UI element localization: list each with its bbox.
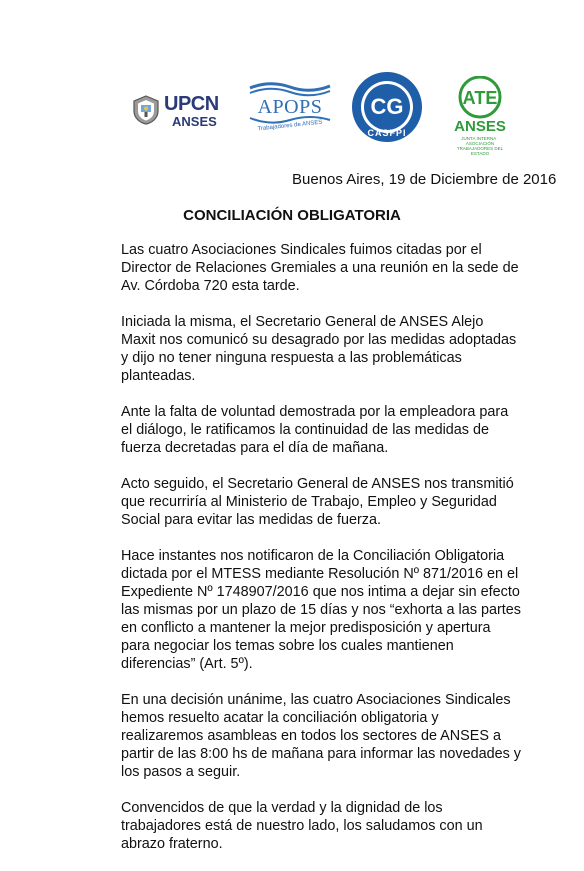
paragraph: Convencidos de que la verdad y la dignidad de los trabajadores está de nuestro lado, los saludamos con un abrazo fraterno. [121,800,483,852]
upcn-name: UPCN [164,93,219,115]
svg-text:ATE: ATE [462,88,498,108]
ate-tiny-text: JUNTA INTERNA · ASOCIACIÓN TRABAJADORES DEL ESTADO [456,136,504,156]
upcn-logo [132,93,227,129]
paragraph: Hace instantes nos notificaron de la Conciliación Obligatoria dictada por el MTESS mediante Resolución Nº 871/2016 en el Expediente Nº 1748907/2016 que nos intima a dejar sin efecto las mismas por un plazo de 15 días y nos “exhorta a las partes en conflicto a mantener la mejor predisposición y apertura para negociar los temas sobre los cuales mantienen diferencias” (Art. 5º). [121,548,521,672]
logo-bar [0,66,584,166]
ate-sub: ANSES [454,118,506,135]
apops-name: APOPS [257,96,323,118]
ate-logo [450,76,510,156]
casfpi-logo [350,70,424,144]
upcn-sub: ANSES [172,114,217,129]
paragraph: Ante la falta de voluntad demostrada por la empleadora para el diálogo, le ratificamos la continuidad de las medidas de fuerza decretadas para el día de mañana. [121,404,509,456]
svg-text:CASFPI: CASFPI [367,128,407,138]
document-body [121,241,521,871]
document-title: CONCILIACIÓN OBLIGATORIA [183,207,401,224]
upcn-shield-icon [132,95,160,125]
apops-logo [248,80,332,142]
ate-emblem-icon [450,76,510,120]
svg-text:CG: CG [370,94,404,119]
paragraph: En una decisión unánime, las cuatro Asociaciones Sindicales hemos resuelto acatar la conciliación obligatoria y realizaremos asambleas en todos los sectores de ANSES a partir de las 8:00 hs de mañana para informar las novedades y los pasos a seguir. [121,692,521,780]
paragraph: Acto seguido, el Secretario General de ANSES nos transmitió que recurriría al Ministerio de Trabajo, Empleo y Seguridad Social para evitar las medidas de fuerza. [121,476,514,528]
document-date: Buenos Aires, 19 de Diciembre de 2016 [292,171,557,188]
casfpi-emblem-icon [350,70,424,144]
paragraph: Iniciada la misma, el Secretario General de ANSES Alejo Maxit nos comunicó su desagrado por las medidas adoptadas y dijo no tener ninguna respuesta a las problemáticas planteadas. [121,314,517,384]
paragraph: Las cuatro Asociaciones Sindicales fuimos citadas por el Director de Relaciones Gremiales a una reunión en la sede de Av. Córdoba 720 esta tarde. [121,242,519,294]
apops-sub: Trabajadores de ANSES [257,119,323,133]
